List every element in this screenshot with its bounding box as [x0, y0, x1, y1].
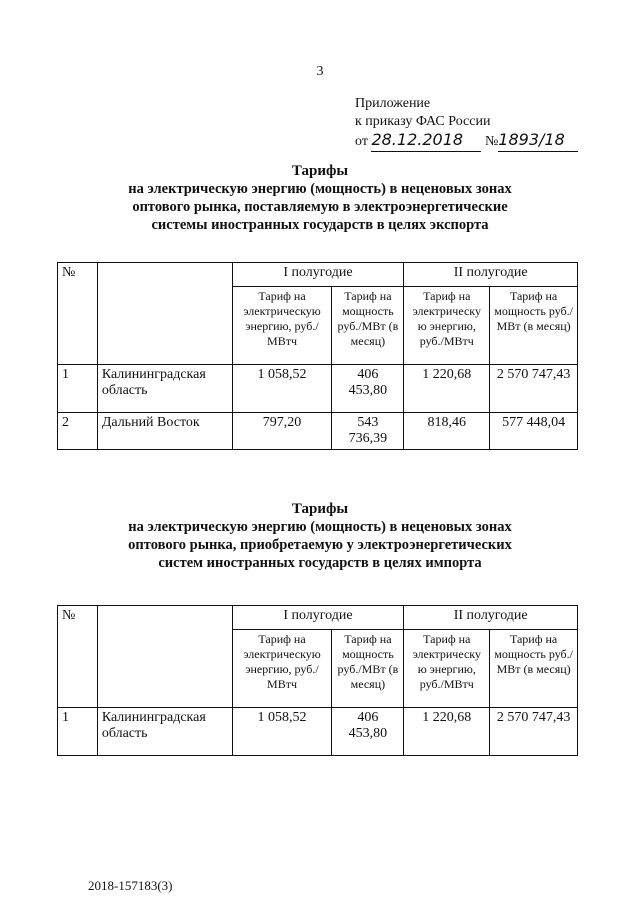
- header-half2: II полугодие: [404, 606, 578, 630]
- header-name-blank: [97, 606, 232, 708]
- section1-subtitle-2: оптового рынка, поставляемую в электроэнергетические: [132, 199, 508, 215]
- section2-subtitle-1: на электрическую энергию (мощность) в неценовых зонах: [128, 519, 512, 535]
- row-power-h1: 406 453,80: [332, 708, 404, 756]
- section2-title: Тарифы: [291, 501, 349, 517]
- header-name-blank: [97, 263, 232, 365]
- section2-heading: [60, 500, 580, 572]
- header-energy-h1: Тариф на электрическую энергию, руб./МВтч: [232, 287, 332, 365]
- handwritten-number: 1893/18: [498, 130, 565, 149]
- row-energy-h2: 1 220,68: [404, 365, 490, 413]
- table-row: [58, 708, 578, 756]
- section1-subtitle-3: системы иностранных государств в целях экспорта: [151, 217, 489, 233]
- row-energy-h1: 1 058,52: [232, 365, 332, 413]
- row-energy-h2: 1 220,68: [404, 708, 490, 756]
- row-energy-h1: 1 058,52: [232, 708, 332, 756]
- row-num: 1: [58, 708, 98, 756]
- header-power-h2: Тариф на мощность руб./МВт (в месяц): [490, 287, 578, 365]
- header-power-h1: Тариф на мощность руб./МВт (в месяц): [332, 287, 404, 365]
- table-row: [58, 365, 578, 413]
- section1-subtitle-1: на электрическую энергию (мощность) в неценовых зонах: [128, 181, 512, 197]
- table-row: [58, 413, 578, 450]
- export-tariff-table: [57, 262, 578, 450]
- document-registration-number: 2018-157183(3): [88, 878, 173, 893]
- row-power-h2: 2 570 747,43: [490, 365, 578, 413]
- row-region: Дальний Восток: [97, 413, 232, 450]
- header-half1: I полугодие: [232, 606, 404, 630]
- section2-subtitle-2: оптового рынка, приобретаемую у электроэнергетических: [128, 537, 512, 553]
- annex-line1: Приложение: [355, 96, 431, 111]
- row-power-h2: 2 570 747,43: [490, 708, 578, 756]
- handwritten-date: 28.12.2018: [371, 130, 464, 149]
- header-num: №: [58, 263, 98, 365]
- header-power-h1: Тариф на мощность руб./МВт (в месяц): [332, 630, 404, 708]
- header-num: №: [58, 606, 98, 708]
- header-half2: II полугодие: [404, 263, 578, 287]
- header-energy-h2: Тариф на электрическу ю энергию, руб./МВтч: [404, 287, 490, 365]
- row-energy-h2: 818,46: [404, 413, 490, 450]
- row-region: Калининградская область: [97, 365, 232, 413]
- row-energy-h1: 797,20: [232, 413, 332, 450]
- row-num: 1: [58, 365, 98, 413]
- row-power-h1: 543 736,39: [332, 413, 404, 450]
- header-energy-h2: Тариф на электрическу ю энергию, руб./МВтч: [404, 630, 490, 708]
- from-prefix: от: [355, 134, 368, 149]
- header-power-h2: Тариф на мощность руб./МВт (в месяц): [490, 630, 578, 708]
- section1-heading: [60, 162, 580, 234]
- header-half1: I полугодие: [232, 263, 404, 287]
- section1-title: Тарифы: [291, 163, 349, 179]
- row-region: Калининградская область: [97, 708, 232, 756]
- annex-date-number: [355, 131, 578, 152]
- number-prefix: №: [484, 134, 499, 149]
- import-tariff-table: [57, 605, 578, 756]
- row-power-h2: 577 448,04: [490, 413, 578, 450]
- header-energy-h1: Тариф на электрическую энергию, руб./МВтч: [232, 630, 332, 708]
- row-num: 2: [58, 413, 98, 450]
- annex-line2: к приказу ФАС России: [355, 114, 491, 129]
- page-number: 3: [316, 64, 324, 79]
- section2-subtitle-3: систем иностранных государств в целях импорта: [158, 555, 482, 571]
- annex-block: [355, 95, 578, 152]
- row-power-h1: 406 453,80: [332, 365, 404, 413]
